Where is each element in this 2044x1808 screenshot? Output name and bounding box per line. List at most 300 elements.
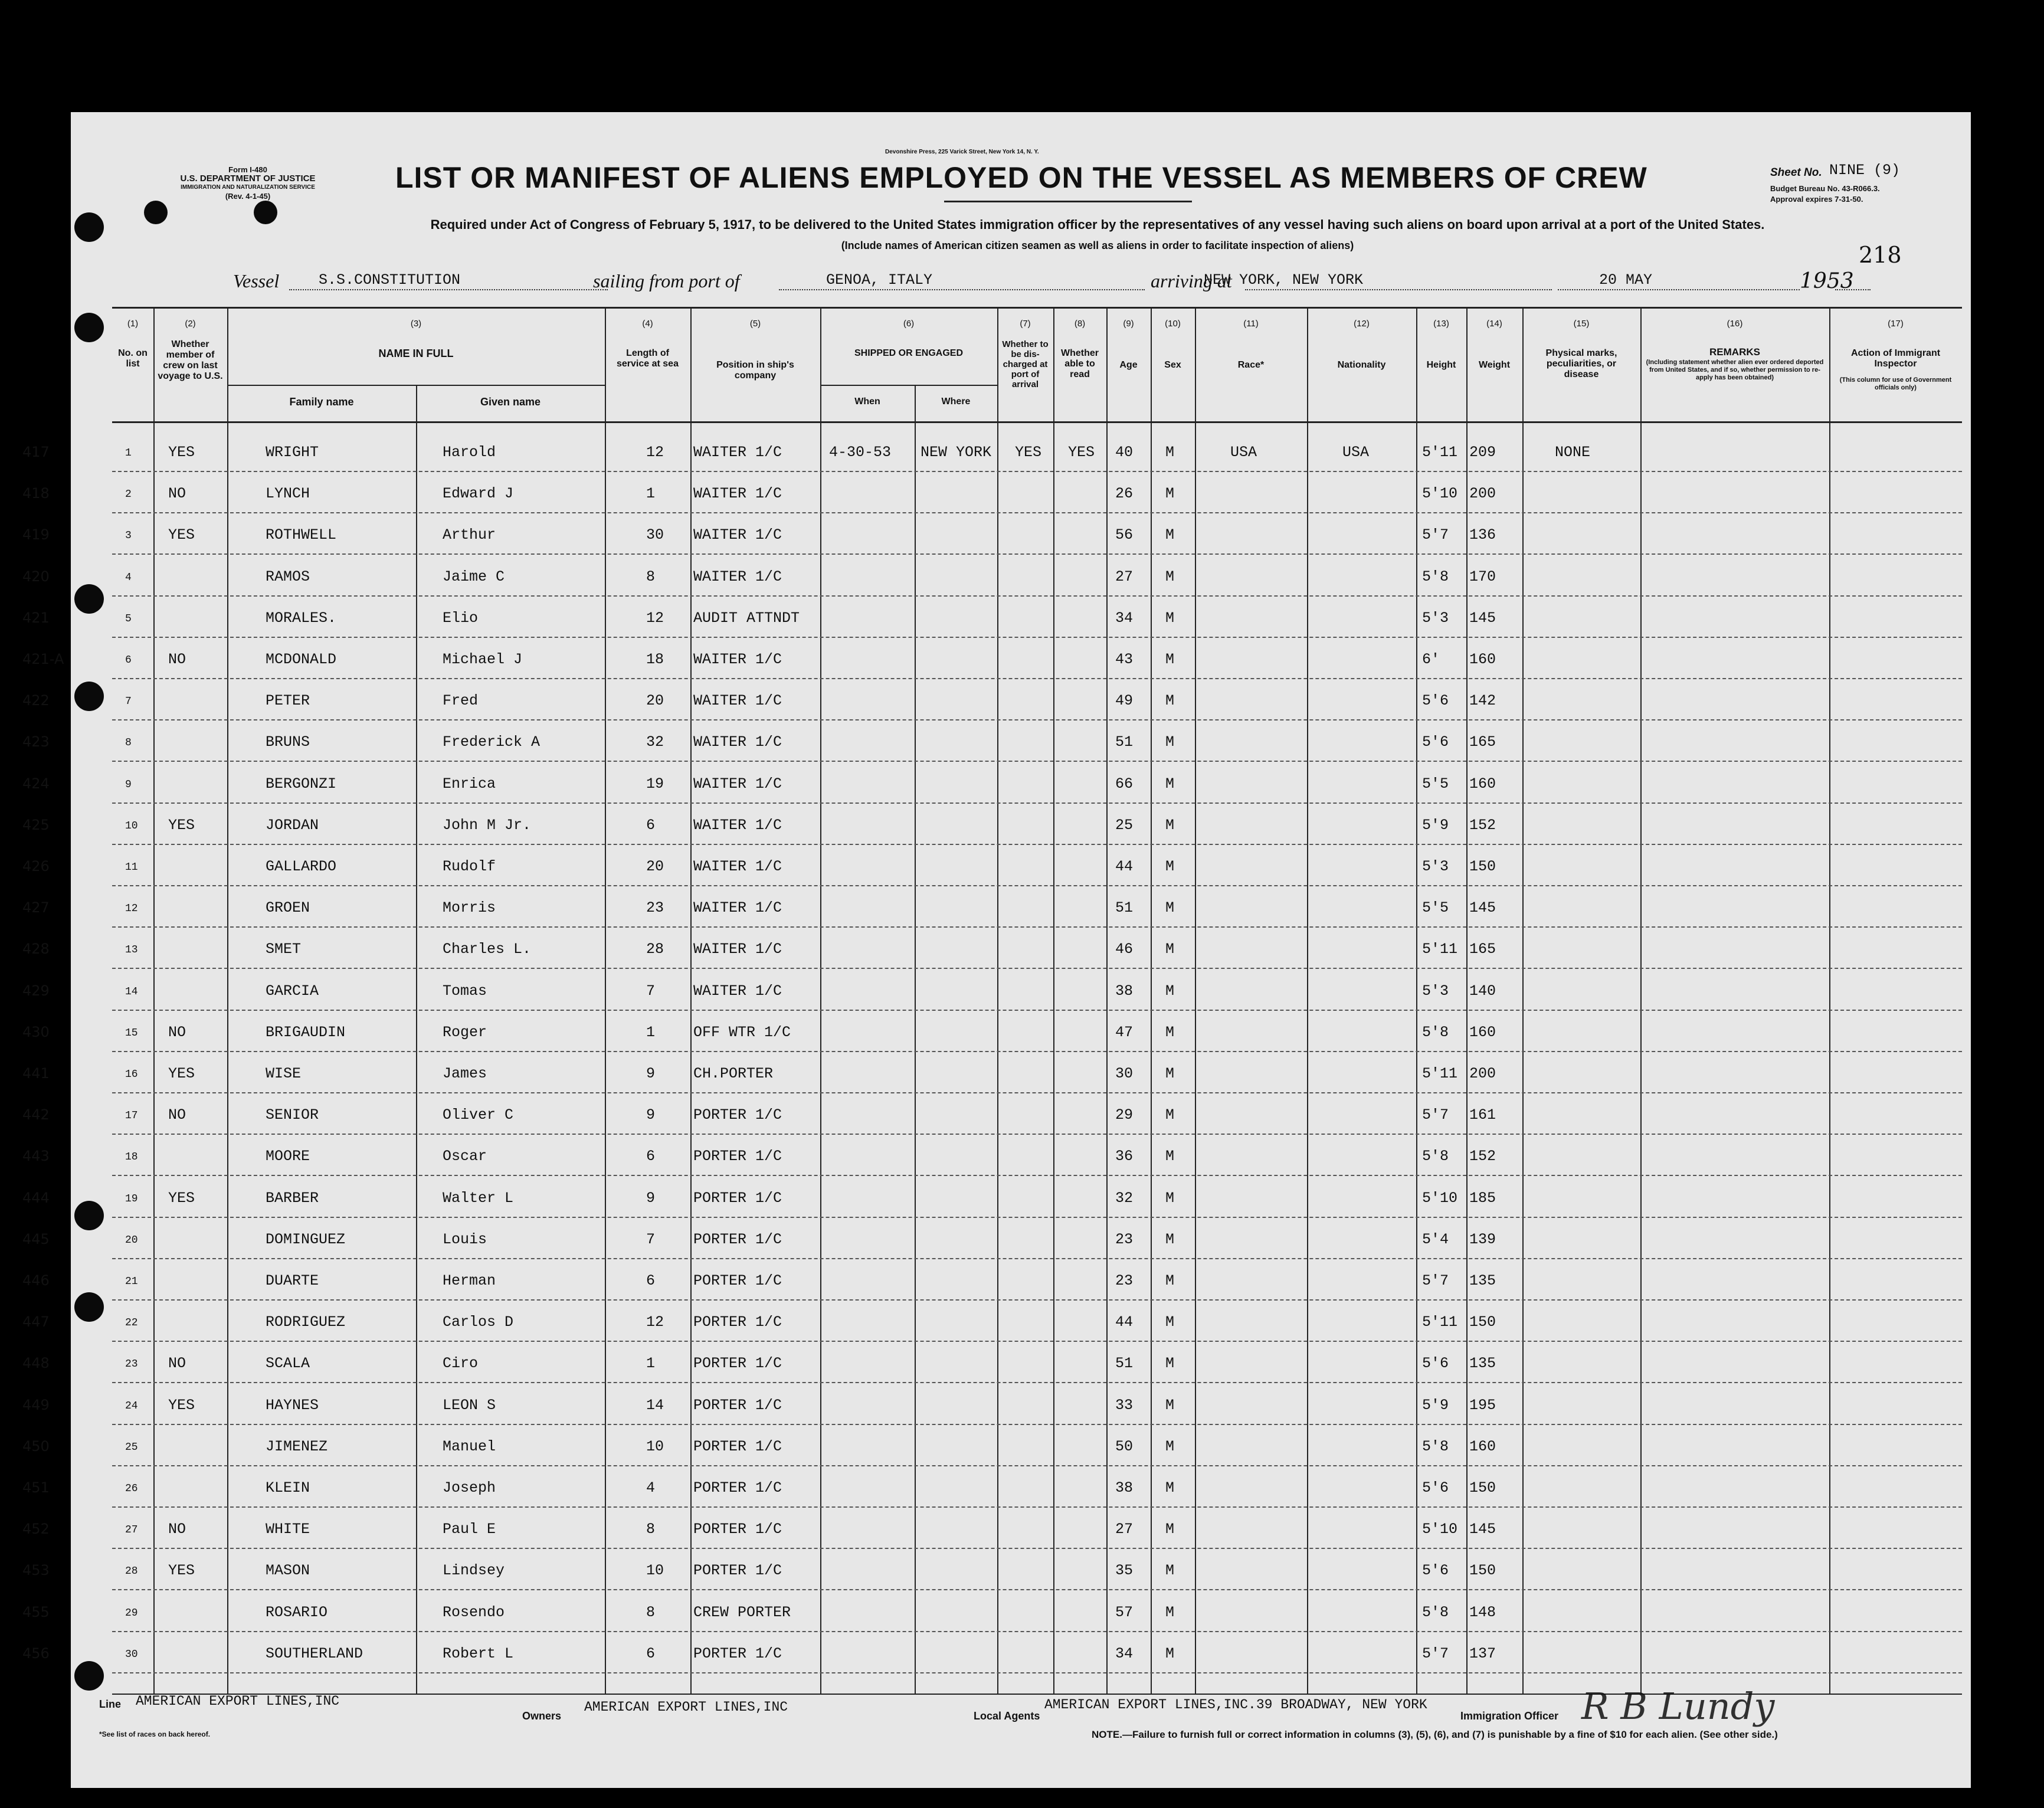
family-name: RODRIGUEZ (266, 1314, 346, 1331)
header-able-to-read: Whether able to read (1061, 348, 1099, 379)
weight: 200 (1469, 485, 1496, 503)
punch-hole (74, 682, 104, 711)
row-separator (112, 553, 1962, 555)
length-of-service: 7 (646, 1230, 656, 1248)
height: 5'7 (1422, 1272, 1449, 1289)
member-last-voyage: NO (168, 1521, 186, 1538)
age: 30 (1115, 1065, 1134, 1082)
nationality: USA (1342, 444, 1370, 461)
family-name: BRIGAUDIN (266, 1023, 346, 1041)
header-sex: Sex (1164, 360, 1181, 370)
row-separator (112, 1465, 1962, 1466)
row-number: 29 (125, 1607, 138, 1619)
member-last-voyage: YES (168, 1396, 195, 1414)
position: WAITER 1/C (693, 444, 782, 461)
given-name: Jaime C (443, 568, 505, 585)
owners-value: AMERICAN EXPORT LINES,INC (584, 1699, 788, 1715)
sex: M (1165, 1106, 1175, 1124)
ref-number: 453 (22, 1562, 50, 1579)
sex: M (1165, 1645, 1175, 1662)
header-member-last-voyage: Whether member of crew on last voyage to U.S. (158, 339, 223, 381)
length-of-service: 9 (646, 1065, 656, 1082)
family-name: GALLARDO (266, 858, 337, 875)
race: USA (1230, 444, 1257, 461)
vessel-name: S.S.CONSTITUTION (319, 271, 461, 289)
length-of-service: 1 (646, 485, 656, 503)
height: 5'3 (1422, 982, 1449, 1000)
position: WAITER 1/C (693, 526, 782, 544)
height: 5'6 (1422, 733, 1449, 751)
row-separator (112, 1051, 1962, 1052)
row-separator (112, 719, 1962, 720)
header-physical-marks: Physical marks, peculiarities, or disease (1545, 348, 1617, 379)
length-of-service: 14 (646, 1396, 664, 1414)
header-given-name: Given name (480, 396, 541, 408)
age: 29 (1115, 1106, 1134, 1124)
weight: 148 (1469, 1603, 1496, 1621)
col-divider (1829, 307, 1830, 1694)
col-number: (10) (1165, 319, 1181, 329)
col-divider (1053, 307, 1054, 1694)
row-separator (112, 844, 1962, 845)
height: 5'8 (1422, 1023, 1449, 1041)
length-of-service: 10 (646, 1562, 664, 1580)
position: CREW PORTER (693, 1603, 791, 1621)
age: 46 (1115, 941, 1134, 958)
arrival-year: 1953 (1800, 269, 1854, 293)
sex: M (1165, 899, 1175, 917)
position: AUDIT ATTNDT (693, 609, 800, 627)
header-bottom-rule (112, 421, 1962, 423)
sex: M (1165, 692, 1175, 710)
weight: 136 (1469, 526, 1496, 544)
officer-label: Immigration Officer (1460, 1710, 1559, 1722)
age: 25 (1115, 816, 1134, 834)
position: WAITER 1/C (693, 982, 782, 1000)
position: WAITER 1/C (693, 941, 782, 958)
row-separator (112, 761, 1962, 762)
position: WAITER 1/C (693, 899, 782, 917)
given-name: Harold (443, 444, 496, 461)
weight: 150 (1469, 1562, 1496, 1580)
ref-number: 441 (22, 1065, 50, 1082)
ref-number: 444 (22, 1189, 50, 1206)
header-name-in-full: NAME IN FULL (378, 348, 454, 359)
title-underline (944, 201, 1192, 202)
length-of-service: 19 (646, 775, 664, 792)
given-name: Herman (443, 1272, 496, 1289)
sex: M (1165, 1272, 1175, 1289)
height: 5'11 (1422, 1065, 1458, 1082)
length-of-service: 4 (646, 1479, 656, 1496)
line-value: AMERICAN EXPORT LINES,INC (136, 1694, 340, 1709)
col-divider (1151, 307, 1152, 1694)
sex: M (1165, 1355, 1175, 1373)
col-divider (605, 307, 606, 1694)
arriving-label: arriving at (1151, 270, 1232, 291)
sex: M (1165, 816, 1175, 834)
header-length-of-service: Length of service at sea (617, 348, 679, 369)
weight: 152 (1469, 816, 1496, 834)
punch-hole (74, 212, 104, 242)
year-line (1835, 289, 1871, 290)
age: 27 (1115, 568, 1134, 585)
position: PORTER 1/C (693, 1396, 782, 1414)
length-of-service: 6 (646, 1272, 656, 1289)
age: 49 (1115, 692, 1134, 710)
row-separator (112, 1258, 1962, 1259)
physical-marks: NONE (1555, 444, 1591, 461)
punch-hole (74, 1201, 104, 1230)
position: PORTER 1/C (693, 1148, 782, 1165)
given-name: Arthur (443, 526, 496, 544)
printer-line: Devonshire Press, 225 Varick Street, New York 14, N. Y. (885, 149, 1039, 155)
ref-number: 422 (22, 692, 50, 709)
sex: M (1165, 775, 1175, 792)
ref-number: 417 (22, 444, 50, 460)
age: 50 (1115, 1437, 1134, 1455)
row-number: 7 (125, 696, 132, 708)
age: 35 (1115, 1562, 1134, 1580)
row-number: 24 (125, 1400, 138, 1412)
ref-number: 424 (22, 775, 50, 792)
weight: 209 (1469, 444, 1496, 461)
col-divider (153, 307, 155, 1694)
punch-hole (74, 584, 104, 614)
ref-number: 443 (22, 1148, 50, 1165)
ref-number: 420 (22, 568, 50, 585)
shipped-subheader-rule (820, 385, 997, 386)
form-title: LIST OR MANIFEST OF ALIENS EMPLOYED ON THE VESSEL AS MEMBERS OF CREW (395, 161, 1647, 194)
position: WAITER 1/C (693, 816, 782, 834)
height: 5'10 (1422, 1521, 1458, 1538)
row-number: 26 (125, 1483, 138, 1495)
row-number: 21 (125, 1276, 138, 1288)
height: 5'7 (1422, 526, 1449, 544)
weight: 135 (1469, 1272, 1496, 1289)
family-name: WISE (266, 1065, 302, 1082)
header-action-inspector: Action of Immigrant Inspector (1850, 348, 1941, 369)
col-number: (3) (410, 319, 422, 329)
shipped-when: 4-30-53 (829, 444, 892, 461)
col-number: (7) (1020, 319, 1031, 329)
length-of-service: 28 (646, 941, 664, 958)
height: 5'6 (1422, 1479, 1449, 1496)
row-separator (112, 1424, 1962, 1425)
height: 5'8 (1422, 1603, 1449, 1621)
height: 5'5 (1422, 899, 1449, 917)
sheet-number-value: NINE (9) (1829, 162, 1901, 179)
ref-number: 427 (22, 899, 50, 916)
budget-bureau-no: Budget Bureau No. 43-R066.3. (1770, 184, 1880, 193)
family-name: MORALES. (266, 609, 337, 627)
ref-number: 449 (22, 1396, 50, 1413)
row-number: 30 (125, 1648, 138, 1660)
weight: 160 (1469, 1437, 1496, 1455)
vessel-line (289, 289, 608, 290)
weight: 145 (1469, 609, 1496, 627)
position: PORTER 1/C (693, 1479, 782, 1496)
row-number: 1 (125, 447, 132, 459)
ref-number: 421 (22, 609, 50, 626)
col-divider (997, 307, 998, 1694)
position: CH.PORTER (693, 1065, 774, 1082)
sex: M (1165, 526, 1175, 544)
length-of-service: 6 (646, 1148, 656, 1165)
family-name: LYNCH (266, 485, 310, 503)
family-name: GARCIA (266, 982, 319, 1000)
family-name: MCDONALD (266, 651, 337, 668)
age: 51 (1115, 733, 1134, 751)
family-name: BRUNS (266, 733, 310, 751)
col-number: (14) (1486, 319, 1502, 329)
given-name: Oliver C (443, 1106, 514, 1124)
row-number: 5 (125, 613, 132, 625)
age: 56 (1115, 526, 1134, 544)
weight: 165 (1469, 941, 1496, 958)
col-number: (13) (1433, 319, 1449, 329)
agents-value: AMERICAN EXPORT LINES,INC.39 BROADWAY, NEW YORK (1044, 1697, 1427, 1712)
family-name: ROTHWELL (266, 526, 337, 544)
ref-number: 451 (22, 1479, 50, 1496)
length-of-service: 12 (646, 609, 664, 627)
sex: M (1165, 1562, 1175, 1580)
col-divider (1522, 307, 1524, 1694)
age: 38 (1115, 1479, 1134, 1496)
given-name: Paul E (443, 1521, 496, 1538)
family-name: DUARTE (266, 1272, 319, 1289)
ref-number: 450 (22, 1437, 50, 1455)
member-last-voyage: YES (168, 1189, 195, 1207)
age: 47 (1115, 1023, 1134, 1041)
age: 23 (1115, 1272, 1134, 1289)
col-number: (4) (642, 319, 653, 329)
ref-number: 442 (22, 1106, 50, 1124)
ref-number: 428 (22, 941, 50, 958)
row-number: 23 (125, 1358, 138, 1371)
service: IMMIGRATION AND NATURALIZATION SERVICE (181, 184, 315, 191)
sex: M (1165, 858, 1175, 875)
member-last-voyage: NO (168, 1355, 186, 1373)
given-name: Joseph (443, 1479, 496, 1496)
col-number: (15) (1573, 319, 1590, 329)
height: 5'7 (1422, 1106, 1449, 1124)
height: 5'7 (1422, 1645, 1449, 1662)
vessel-label: Vessel (233, 270, 280, 291)
age: 27 (1115, 1521, 1134, 1538)
length-of-service: 8 (646, 1603, 656, 1621)
sex: M (1165, 568, 1175, 585)
arrival-line (1245, 289, 1552, 290)
sex: M (1165, 733, 1175, 751)
arrival-date: 20 MAY (1599, 271, 1653, 289)
given-name: Lindsey (443, 1562, 505, 1580)
manifest-sheet (22, 112, 1971, 1788)
height: 5'6 (1422, 692, 1449, 710)
form-revision: (Rev. 4-1-45) (225, 192, 271, 201)
weight: 137 (1469, 1645, 1496, 1662)
weight: 200 (1469, 1065, 1496, 1082)
sex: M (1165, 651, 1175, 668)
weight: 160 (1469, 651, 1496, 668)
family-name: MASON (266, 1562, 310, 1580)
ref-number: 419 (22, 526, 50, 543)
punch-hole (144, 201, 168, 224)
length-of-service: 9 (646, 1106, 656, 1124)
departure-port: GENOA, ITALY (826, 271, 933, 289)
row-number: 14 (125, 985, 138, 998)
punch-hole (74, 1661, 104, 1691)
position: PORTER 1/C (693, 1106, 782, 1124)
height: 5'11 (1422, 1314, 1458, 1331)
row-number: 4 (125, 571, 132, 584)
sex: M (1165, 1314, 1175, 1331)
age: 40 (1115, 444, 1134, 461)
position: PORTER 1/C (693, 1314, 782, 1331)
col-number: (16) (1727, 319, 1743, 329)
family-name: SCALA (266, 1355, 310, 1373)
family-name: JORDAN (266, 816, 319, 834)
row-number: 11 (125, 862, 138, 873)
port-line (779, 289, 1145, 290)
height: 5'8 (1422, 1437, 1449, 1455)
line-label: Line (99, 1698, 122, 1710)
family-name: DOMINGUEZ (266, 1230, 346, 1248)
row-number: 18 (125, 1151, 138, 1164)
ref-number: 421-A (22, 651, 64, 667)
date-line (1558, 289, 1800, 290)
row-separator (112, 803, 1962, 804)
weight: 160 (1469, 1023, 1496, 1041)
row-separator (112, 1134, 1962, 1135)
family-name: SMET (266, 941, 302, 958)
length-of-service: 6 (646, 1645, 656, 1662)
col-divider (1416, 307, 1417, 1694)
family-name: BERGONZI (266, 775, 337, 792)
given-name: Charles L. (443, 941, 532, 958)
member-last-voyage: YES (168, 816, 195, 834)
given-name: Edward J (443, 485, 514, 503)
weight: 185 (1469, 1189, 1496, 1207)
length-of-service: 9 (646, 1189, 656, 1207)
header-no-on-list: No. on list (118, 348, 148, 369)
given-name: Rudolf (443, 858, 496, 875)
col-number: (6) (903, 319, 915, 329)
length-of-service: 10 (646, 1437, 664, 1455)
page-number: 218 (1859, 242, 1902, 268)
ref-number: 418 (22, 485, 50, 502)
col-number: (12) (1354, 319, 1370, 329)
family-name: SENIOR (266, 1106, 319, 1124)
age: 34 (1115, 1645, 1134, 1662)
sex: M (1165, 1230, 1175, 1248)
sex: M (1165, 982, 1175, 1000)
height: 5'3 (1422, 858, 1449, 875)
col-number: (17) (1888, 319, 1904, 329)
given-name: Fred (443, 692, 479, 710)
given-name: Robert L (443, 1645, 514, 1662)
family-name: WRIGHT (266, 444, 319, 461)
age: 44 (1115, 1314, 1134, 1331)
agents-label: Local Agents (974, 1710, 1040, 1722)
row-number: 8 (125, 737, 132, 749)
sex: M (1165, 1521, 1175, 1538)
form-subnote: (Include names of American citizen seamen as well as aliens in order to facilitate inspection of aliens) (841, 240, 1354, 251)
ref-number: 447 (22, 1314, 50, 1331)
family-name: MOORE (266, 1148, 310, 1165)
row-separator (112, 1631, 1962, 1632)
given-name: Ciro (443, 1355, 479, 1373)
weight: 165 (1469, 733, 1496, 751)
col-number: (1) (127, 319, 139, 329)
row-number: 27 (125, 1524, 138, 1537)
ref-number: 452 (22, 1521, 50, 1538)
row-number: 6 (125, 654, 132, 666)
table-top-rule (112, 307, 1962, 309)
row-separator (112, 968, 1962, 969)
given-name: Rosendo (443, 1603, 505, 1621)
age: 57 (1115, 1603, 1134, 1621)
weight: 150 (1469, 1314, 1496, 1331)
row-separator (112, 1092, 1962, 1093)
position: WAITER 1/C (693, 775, 782, 792)
weight: 145 (1469, 899, 1496, 917)
ref-number: 430 (22, 1023, 50, 1040)
header-remarks: REMARKS (1709, 346, 1760, 358)
row-number: 19 (125, 1193, 138, 1205)
row-number: 22 (125, 1317, 138, 1329)
department: U.S. DEPARTMENT OF JUSTICE (180, 173, 316, 184)
row-separator (112, 1341, 1962, 1342)
sex: M (1165, 1148, 1175, 1165)
length-of-service: 18 (646, 651, 664, 668)
ref-number: 446 (22, 1272, 50, 1289)
length-of-service: 6 (646, 816, 656, 834)
form-subtitle: Required under Act of Congress of February 5, 1917, to be delivered to the United States immigration officer by the representatives of any vessel having such aliens on board upon arrival at a port of the United States. (430, 217, 1765, 232)
header-action-note: (This column for use of Government officials only) (1839, 376, 1952, 391)
position: WAITER 1/C (693, 733, 782, 751)
weight: 161 (1469, 1106, 1496, 1124)
length-of-service: 1 (646, 1023, 656, 1041)
family-name: GROEN (266, 899, 310, 917)
length-of-service: 7 (646, 982, 656, 1000)
age: 51 (1115, 1355, 1134, 1373)
header-age: Age (1119, 360, 1138, 370)
height: 5'8 (1422, 568, 1449, 585)
member-last-voyage: NO (168, 651, 186, 668)
member-last-voyage: YES (168, 526, 195, 544)
height: 5'6 (1422, 1355, 1449, 1373)
height: 5'6 (1422, 1562, 1449, 1580)
length-of-service: 1 (646, 1355, 656, 1373)
height: 5'9 (1422, 1396, 1449, 1414)
punch-hole (74, 1292, 104, 1322)
header-height: Height (1426, 360, 1456, 370)
sheet-number-label: Sheet No. (1770, 166, 1822, 179)
sex: M (1165, 941, 1175, 958)
row-separator (112, 471, 1962, 472)
row-number: 16 (125, 1069, 138, 1080)
given-name: Carlos D (443, 1314, 514, 1331)
given-name: Tomas (443, 982, 487, 1000)
family-name: KLEIN (266, 1479, 310, 1496)
ref-number: 456 (22, 1645, 50, 1662)
member-last-voyage: NO (168, 1106, 186, 1124)
col-divider (416, 385, 417, 1694)
sailing-label: sailing from port of (593, 270, 740, 291)
shipped-where: NEW YORK (921, 444, 992, 461)
col-divider (227, 307, 228, 1694)
